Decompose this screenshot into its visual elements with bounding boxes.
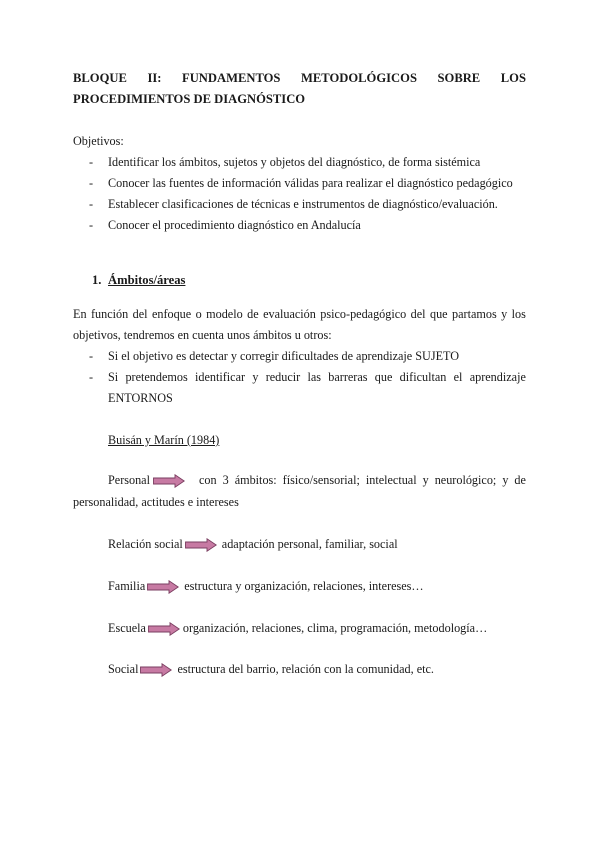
title-word: METODOLÓGICOS [301,71,417,85]
word: ámbitos: [234,473,277,487]
area-description: adaptación personal, familiar, social [221,537,398,551]
word: reducir [265,370,301,384]
title-word: FUNDAMENTOS [182,71,281,85]
right-arrow-icon [140,663,172,677]
word: y [422,473,429,487]
section-number: 1. [92,273,102,287]
right-arrow-icon [148,622,180,636]
word: 3 [222,473,229,487]
intro-line-1 [73,307,526,322]
word: del [132,307,148,321]
word: barreras [328,370,368,384]
personal-row [108,473,526,488]
section-bullet-item-2-line-1 [108,370,526,385]
word: psico-pedagógico [320,307,407,321]
word: o [195,307,202,321]
area-row [108,537,398,552]
word: modelo [206,307,243,321]
title-word: LOS [500,71,526,85]
bullet-dash: - [89,370,94,384]
title-word: BLOQUE [73,71,127,85]
word: de [247,307,259,321]
section-heading-text: Ámbitos/áreas [108,273,186,287]
area-description: organización, relaciones, clima, programación, metodología… [182,621,488,635]
bullet-dash: - [89,155,94,169]
title-word: SOBRE [437,71,481,85]
bullet-dash: - [89,176,94,190]
area-description: estructura del barrio, relación con la comunidad, etc. [177,662,434,676]
word: identificar [194,370,246,384]
objective-item: Conocer las fuentes de información válidas para realizar el diagnóstico pedagógico [108,176,513,190]
word: las [307,370,322,384]
word: partamos [452,307,497,321]
right-arrow-icon [185,538,217,552]
word: físico/sensorial; [282,473,360,487]
right-arrow-icon [147,580,179,594]
right-arrow-icon [153,474,185,488]
title-word: II: [147,71,162,85]
personal-line-2: personalidad, actitudes e intereses [73,495,239,509]
area-description: estructura y organización, relaciones, intereses… [184,579,424,593]
block-title [73,68,526,110]
word: En [73,307,87,321]
bullet-dash: - [89,349,94,363]
area-row [108,662,434,677]
intro-line-2: objetivos, tendremos en cuenta unos ámbitos u otros: [73,328,332,342]
word: intelectual [365,473,417,487]
word: que [374,370,393,384]
word: enfoque [151,307,192,321]
area-row [108,579,424,594]
word: del [410,307,426,321]
area-label: Familia [108,579,146,593]
word: los [511,307,526,321]
word: función [90,307,129,321]
personal-line-1 [199,473,526,488]
section-bullet-item-2-line-2: ENTORNOS [108,391,173,405]
area-label: Escuela [108,621,146,635]
area-label: Social [108,662,139,676]
objective-item: Conocer el procedimiento diagnóstico en Andalucía [108,218,361,232]
section-heading [92,273,185,288]
objectives-label: Objetivos: [73,134,124,148]
bullet-dash: - [89,197,94,211]
word: y [501,307,508,321]
section-bullet-item: Si el objetivo es detectar y corregir dificultades de aprendizaje SUJETO [108,349,460,363]
word: el [453,370,463,384]
word: aprendizaje [469,370,526,384]
word: de [514,473,526,487]
area-label: Relación social [108,537,183,551]
word: y [502,473,509,487]
word: Si [108,370,119,384]
word: y [252,370,259,384]
objective-item: Identificar los ámbitos, sujetos y objetos del diagnóstico, de forma sistémica [108,155,481,169]
word: evaluación [263,307,316,321]
word: dificultan [399,370,447,384]
bullet-dash: - [89,218,94,232]
area-row [108,621,487,636]
word: que [429,307,448,321]
title-line-2: PROCEDIMIENTOS DE DIAGNÓSTICO [73,92,306,106]
objective-item: Establecer clasificaciones de técnicas e instrumentos de diagnóstico/evaluación. [108,197,498,211]
title-line-1 [73,68,526,89]
word: con [198,473,217,487]
reference-citation: Buisán y Marín (1984) [108,433,220,447]
area-label: Personal [108,473,150,487]
word: neurológico; [434,473,497,487]
word: pretendemos [125,370,188,384]
